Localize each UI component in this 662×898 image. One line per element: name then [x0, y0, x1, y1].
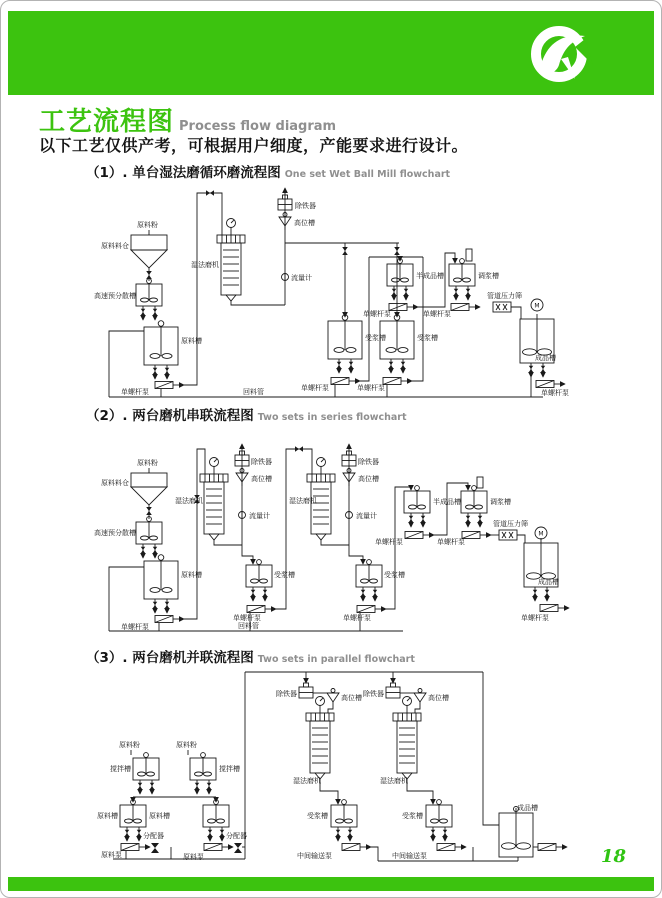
diagram-series-flowchart — [93, 439, 658, 639]
valve-pair-icon — [361, 587, 377, 601]
label-raw-tank: 原料槽 — [181, 571, 202, 579]
label-wet-mill: 湿法磨机 — [191, 261, 219, 269]
pipe-sieve-icon — [493, 302, 511, 312]
label-receive-tank: 受浆槽 — [307, 812, 328, 820]
valve-pair-icon — [466, 513, 482, 527]
screw-pump-icon — [389, 304, 418, 311]
valve-pair-icon — [409, 513, 425, 527]
label-adjust-tank: 调浆槽 — [478, 272, 499, 280]
label-product-tank: 成品槽 — [538, 578, 559, 586]
adjust-tank-icon — [461, 486, 487, 513]
label-motor: M — [538, 530, 544, 538]
brand-logo-icon — [517, 21, 607, 87]
label-high-tank: 高位槽 — [294, 219, 315, 227]
label-raw-powder: 原料粉 — [137, 459, 158, 467]
raw-pump-icon — [121, 844, 150, 851]
valve-pair-icon — [431, 827, 447, 841]
label-screw-pump: 单螺杆泵 — [423, 310, 451, 318]
flow-meter-icon — [282, 274, 289, 281]
section-2-num: （2）. — [86, 408, 133, 424]
raw-tank-icon — [144, 321, 178, 365]
footer-green-bar — [8, 877, 654, 891]
section-2-title-cn: 两台磨机串联流程图 — [132, 408, 254, 424]
valve-icon — [342, 247, 348, 255]
page-title-en: Process flow diagram — [179, 119, 337, 134]
valve-pair-icon — [125, 827, 141, 841]
label-iron-remover: 除铁器 — [295, 202, 316, 210]
adjust-tank-icon — [449, 259, 475, 286]
label-receive-tank: 受浆槽 — [365, 334, 386, 342]
screw-pump-icon — [383, 378, 412, 385]
screw-pump-icon — [155, 382, 184, 389]
pipes — [109, 188, 543, 397]
label-high-tank: 高位槽 — [358, 475, 379, 483]
label-mix-tank: 搅拌槽 — [219, 765, 240, 773]
product-tank-icon — [499, 808, 533, 857]
valve-pair-icon — [389, 359, 405, 373]
label-raw-powder: 原料粉 — [137, 221, 158, 229]
label-iron-remover: 除铁器 — [276, 690, 297, 698]
raw-pump-icon — [204, 844, 233, 851]
valve-pair-icon — [251, 587, 267, 601]
label-raw-tank: 原料槽 — [149, 812, 170, 820]
label-raw-tank: 原料槽 — [181, 337, 202, 345]
section-1-heading — [86, 161, 450, 181]
label-adjust-tank: 调浆槽 — [490, 498, 511, 506]
label-screw-pump: 单螺杆泵 — [121, 388, 149, 396]
label-high-tank: 高位槽 — [251, 475, 272, 483]
screw-pump-icon — [540, 605, 569, 612]
mix-tank-icon — [190, 753, 216, 780]
valve-pair-icon — [141, 306, 157, 320]
valve-icon — [295, 446, 303, 452]
label-product-tank: 成品槽 — [535, 354, 556, 362]
section-3-title-cn: 两台磨机并联流程图 — [132, 650, 254, 666]
section-2-heading — [86, 404, 407, 424]
label-mid-pump: 中间输送泵 — [297, 852, 332, 860]
label-screw-pump: 单螺杆泵 — [121, 623, 149, 631]
wet-mill-icon — [217, 219, 245, 302]
screw-pump-icon — [405, 532, 434, 539]
valve-pair-icon — [529, 363, 545, 377]
valve-icon — [394, 247, 400, 255]
label-screw-pump: 单螺杆泵 — [233, 614, 261, 622]
semi-tank-icon — [404, 486, 430, 513]
label-raw-tank: 原料槽 — [97, 812, 118, 820]
label-wet-mill: 湿法磨机 — [175, 497, 203, 505]
label-high-tank: 高位槽 — [341, 694, 362, 702]
screw-pump-icon — [155, 616, 184, 623]
label-raw-powder: 原料粉 — [119, 741, 140, 749]
label-receive-tank: 受浆槽 — [384, 571, 405, 579]
label-receive-tank: 受浆槽 — [274, 571, 295, 579]
label-raw-pump: 原料泵 — [101, 851, 122, 859]
label-mid-pump: 中间输送泵 — [392, 852, 427, 860]
pre-disperse-tank-icon — [136, 279, 162, 306]
label-screw-pump: 单螺杆泵 — [541, 389, 569, 397]
label-receive-tank: 受浆槽 — [417, 334, 438, 342]
label-screw-pump: 单螺杆泵 — [375, 538, 403, 546]
label-pipe-sieve: 管道压力筛 — [487, 292, 522, 300]
valve-pair-icon — [141, 544, 157, 558]
label-motor: M — [534, 302, 540, 310]
label-wet-mill: 湿法磨机 — [380, 777, 408, 785]
valve-pair-icon — [153, 599, 169, 613]
label-pipe-sieve: 管道压力筛 — [493, 520, 528, 528]
valve-icon — [146, 507, 152, 515]
screw-pump-icon — [536, 381, 565, 388]
flow-meter-icon — [239, 512, 246, 519]
label-pre-disperse: 高速预分散槽 — [94, 292, 136, 300]
label-distributor: 分配器 — [226, 832, 247, 840]
screw-pump-icon — [462, 532, 491, 539]
label-wet-mill: 湿法磨机 — [289, 497, 317, 505]
label-iron-remover: 除铁器 — [363, 690, 384, 698]
receive-tank-icon — [426, 800, 452, 827]
valve-pair-icon — [454, 286, 470, 300]
label-mix-tank: 搅拌槽 — [110, 765, 131, 773]
page-subtitle: 以下工艺仅供产考，可根据用户细度，产能要求进行设计。 — [39, 136, 469, 155]
label-product-tank: 成品槽 — [517, 804, 538, 812]
wet-mill-icon — [200, 458, 228, 541]
pipes — [113, 672, 538, 861]
screw-pump-icon — [331, 378, 360, 385]
screw-pump-icon — [357, 606, 386, 613]
mix-tank-icon — [133, 753, 159, 780]
high-tank-icon — [414, 689, 426, 707]
label-raw-powder: 原料粉 — [176, 741, 197, 749]
raw-tank-icon — [120, 800, 146, 827]
label-flow-meter: 流量计 — [291, 274, 312, 282]
label-return-pipe: 回料管 — [243, 388, 264, 396]
receive-tank-icon — [328, 315, 362, 359]
mid-pump-icon — [437, 844, 466, 851]
label-screw-pump: 单螺杆泵 — [357, 384, 385, 392]
iron-remover-icon — [386, 683, 400, 698]
label-semi-tank: 半成品槽 — [416, 272, 444, 280]
label-flow-meter: 流量计 — [249, 512, 270, 520]
distributor-icon — [234, 843, 242, 853]
valve-pair-icon — [153, 365, 169, 379]
page-number: 18 — [601, 846, 627, 867]
section-3-num: （3）. — [86, 650, 133, 666]
label-flow-meter: 流量计 — [356, 512, 377, 520]
receive-tank-icon — [331, 800, 357, 827]
screw-pump-icon — [451, 304, 480, 311]
label-screw-pump: 单螺杆泵 — [521, 614, 549, 622]
valve-pair-icon — [336, 827, 352, 841]
diagram-parallel-flowchart — [93, 663, 661, 873]
section-1-title-cn: 单台湿法磨循环磨流程图 — [132, 165, 281, 181]
high-tank-icon — [327, 689, 339, 707]
section-2-title-en: Two sets in series flowchart — [257, 412, 407, 423]
valve-pair-icon — [195, 780, 211, 794]
flow-meter-icon — [346, 512, 353, 519]
valve-pair-icon — [337, 359, 353, 373]
valve-icon — [146, 271, 152, 279]
label-raw-silo: 原料料仓 — [101, 242, 129, 250]
label-iron-remover: 除铁器 — [251, 458, 272, 466]
label-pre-disperse: 高速预分散槽 — [94, 529, 136, 537]
valve-pair-icon — [533, 587, 549, 601]
pre-disperse-tank-icon — [136, 517, 162, 544]
label-semi-tank: 半成品槽 — [433, 498, 461, 506]
receive-tank-icon — [246, 560, 272, 587]
receive-tank-icon — [356, 560, 382, 587]
raw-tank-icon — [203, 800, 229, 827]
valve-pair-icon — [392, 286, 408, 300]
mid-pump-icon — [342, 844, 371, 851]
screw-pump-icon — [538, 844, 567, 851]
label-raw-silo: 原料料仓 — [101, 479, 129, 487]
raw-tank-icon — [144, 555, 178, 599]
valve-icon — [206, 190, 214, 196]
label-return-pipe: 回料管 — [238, 622, 259, 630]
label-wet-mill: 湿法磨机 — [293, 777, 321, 785]
valve-pair-icon — [138, 780, 154, 794]
label-receive-tank: 受浆槽 — [402, 812, 423, 820]
iron-remover-icon — [299, 683, 313, 698]
label-distributor: 分配器 — [143, 832, 164, 840]
pipe-sieve-icon — [499, 530, 517, 540]
section-1-num: （1）. — [86, 165, 133, 181]
label-screw-pump: 单螺杆泵 — [343, 614, 371, 622]
distributor-icon — [151, 843, 159, 853]
page-title-cn: 工艺流程图 — [39, 107, 175, 137]
label-iron-remover: 除铁器 — [358, 458, 379, 466]
section-1-title-en: One set Wet Ball Mill flowchart — [284, 169, 451, 180]
label-raw-pump: 原料泵 — [183, 853, 204, 861]
semi-tank-icon — [387, 259, 413, 286]
screw-pump-icon — [247, 606, 276, 613]
label-screw-pump: 单螺杆泵 — [437, 538, 465, 546]
label-screw-pump: 单螺杆泵 — [301, 384, 329, 392]
label-high-tank: 高位槽 — [428, 694, 449, 702]
label-screw-pump: 单螺杆泵 — [363, 310, 391, 318]
section-3-title-en: Two sets in parallel flowchart — [257, 654, 415, 665]
diagram-one-set-flowchart — [93, 185, 653, 403]
valve-pair-icon — [208, 827, 224, 841]
